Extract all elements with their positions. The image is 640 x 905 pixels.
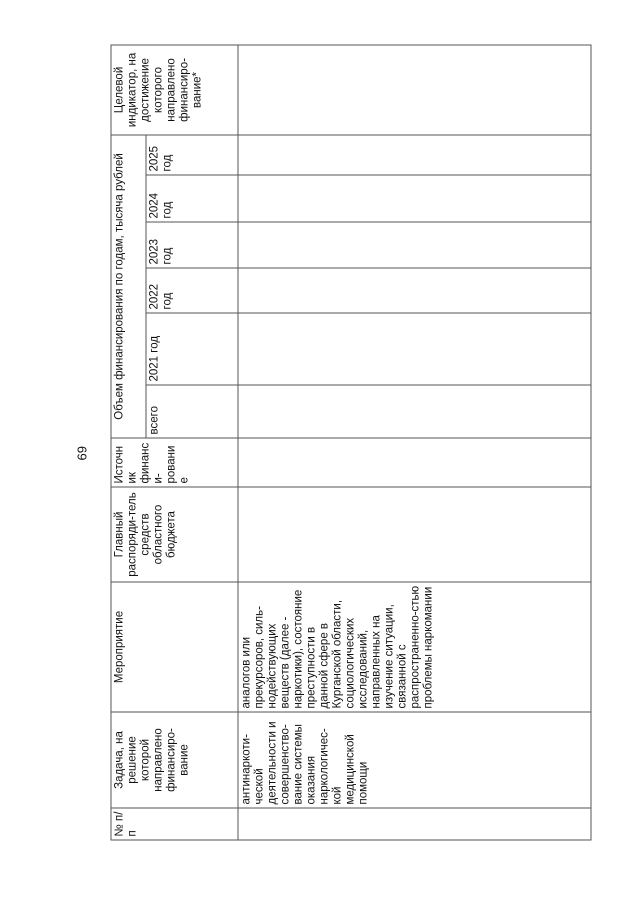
cell-2024 [238, 175, 591, 222]
cell-num [238, 808, 591, 840]
cell-task: антинаркоти-ческой деятельности и совершенство-вание системы оказания наркологичес-кой медицинской помощи [238, 712, 591, 808]
cell-source [238, 438, 591, 487]
header-volume: Объем финансирования по годам, тысяча рублей [111, 134, 146, 437]
header-event: Мероприятие [111, 582, 238, 712]
cell-2023 [238, 222, 591, 268]
header-2025: 2025 год [146, 134, 238, 174]
header-task: Задача, на решение которой направлено финансиро-вание [111, 712, 238, 808]
header-2023: 2023 год [146, 222, 238, 268]
header-2021: 2021 год [146, 313, 238, 385]
cell-2025 [238, 134, 591, 174]
header-2024: 2024 год [146, 175, 238, 222]
cell-total [238, 385, 591, 438]
cell-2022 [238, 268, 591, 313]
cell-target [238, 44, 591, 134]
cell-2021 [238, 313, 591, 385]
table-row [238, 44, 591, 839]
financing-table [110, 44, 591, 840]
header-total: всего [146, 385, 238, 438]
header-manager: Главный распоряди-тель средств областного бюджета [111, 487, 238, 582]
cell-event: аналогов или прекурсоров, силь-нодействующих веществ (далее - наркотики), состояние преступности в данной сфере в Курганской области, социологических исследований, направленных на изучение ситуации, связанной с распространенно-стью проблемы наркомании [238, 582, 591, 712]
header-2022: 2022 год [146, 268, 238, 313]
header-target: Целевой индикатор, на достижение которого направлено финансиро-вание* [111, 44, 238, 134]
header-source: Источник финанси-рование [111, 438, 238, 487]
page-number: 69 [74, 445, 89, 460]
cell-manager [238, 487, 591, 582]
header-num: № п/п [111, 808, 238, 840]
rotated-page [74, 45, 590, 840]
